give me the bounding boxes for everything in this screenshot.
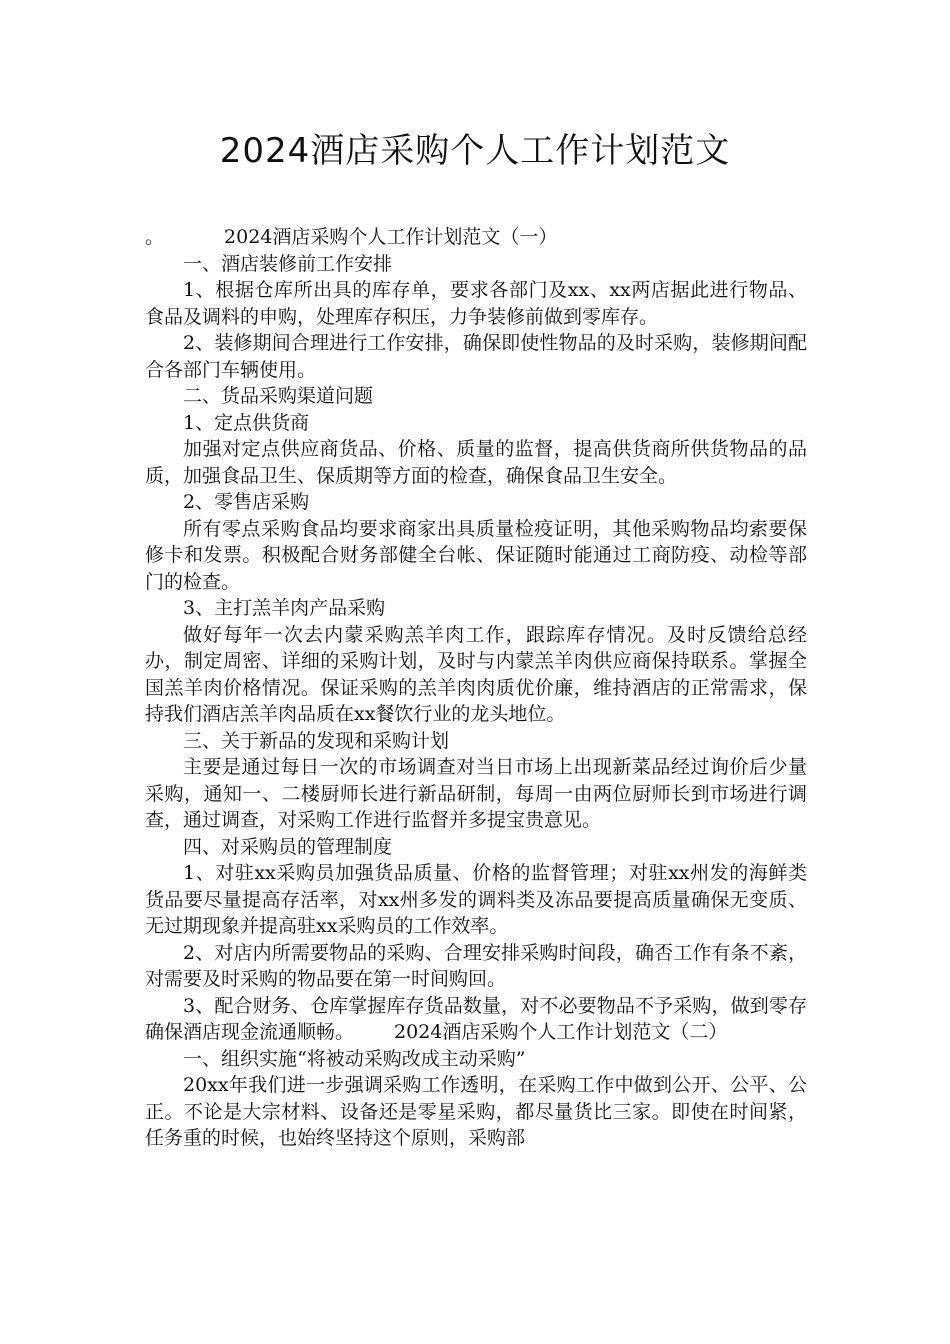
- paragraph: 2、装修期间合理进行工作安排，确保即使性物品的及时采购，装修期间配合各部门车辆使用。: [145, 332, 807, 381]
- lead-mark: 。: [145, 226, 165, 248]
- paragraph: 1、根据仓库所出具的库存单，要求各部门及xx、xx两店据此进行物品、食品及调料的申购，处理库存积压，力争装修前做到零库存。: [145, 279, 807, 328]
- paragraph: 三、关于新品的发现和采购计划: [183, 729, 450, 752]
- paragraph: 二、货品采购渠道问题: [183, 385, 374, 407]
- paragraph: 20xx年我们进一步强调采购工作透明，在采购工作中做到公开、公平、公正。不论是大宗材料、设备还是零星采购，都尽量货比三家。即使在时间紧，任务重的时候，也始终坚持这个原则，采购部: [145, 1074, 807, 1149]
- paragraph: 做好每年一次去内蒙采购羔羊肉工作，跟踪库存情况。及时反馈给总经办，制定周密、详细的采购计划，及时与内蒙羔羊肉供应商保持联系。掌握全国羔羊肉价格情况。保证采购的羔羊肉肉质优价廉，维持酒店的正常需求，保持我们酒店羔羊肉品质在xx餐饮行业的龙头地位。: [145, 623, 807, 725]
- paragraph-with-section-two-title: [145, 993, 807, 1046]
- document-body: [145, 224, 807, 1152]
- document-title: 2024酒店采购个人工作计划范文: [219, 131, 731, 171]
- paragraph: 1、定点供货商: [183, 411, 310, 434]
- section-two-title: 2024酒店采购个人工作计划范文（二）: [394, 1021, 728, 1043]
- paragraph: 加强对定点供应商货品、价格、质量的监督，提高供货商所供货物品的品质，加强食品卫生、保质期等方面的检查，确保食品卫生安全。: [145, 438, 807, 487]
- paragraph: 所有零点采购食品均要求商家出具质量检疫证明，其他采购物品均索要保修卡和发票。积极配合财务部健全台帐、保证随时能通过工商防疫、动检等部门的检查。: [145, 517, 807, 593]
- paragraph: 2、对店内所需要物品的采购、合理安排采购时间段，确否工作有条不紊，对需要及时采购的物品要在第一时间购回。: [145, 941, 807, 990]
- paragraph: 一、酒店装修前工作安排: [183, 252, 393, 275]
- paragraph: 2、零售店采购: [183, 491, 310, 513]
- paragraph-text: 3、配合财务、仓库掌握库存货品数量，对不必要物品不予采购，做到零存确保酒店现金流通顺畅。: [145, 994, 807, 1043]
- paragraph: 3、主打羔羊肉产品采购: [183, 597, 386, 619]
- paragraph: 四、对采购员的管理制度: [183, 835, 393, 858]
- section-one-heading: [145, 224, 807, 251]
- section-one-title: 2024酒店采购个人工作计划范文（一）: [224, 226, 558, 248]
- paragraph: 一、组织实施“将被动采购改成主动采购”: [183, 1047, 526, 1070]
- paragraph: 主要是通过每日一次的市场调查对当日市场上出现新菜品经过询价后少量采购，通知一、二楼厨师长进行新品研制，每周一由两位厨师长到市场进行调查，通过调查，对采购工作进行监督并多提宝贵意见。: [145, 756, 807, 831]
- paragraph: 1、对驻xx采购员加强货品质量、价格的监督管理；对驻xx州发的海鲜类货品要尽量提高存活率，对xx州多发的调料类及冻品要提高质量确保无变质、无过期现象并提高驻xx采购员的工作效率。: [145, 862, 807, 937]
